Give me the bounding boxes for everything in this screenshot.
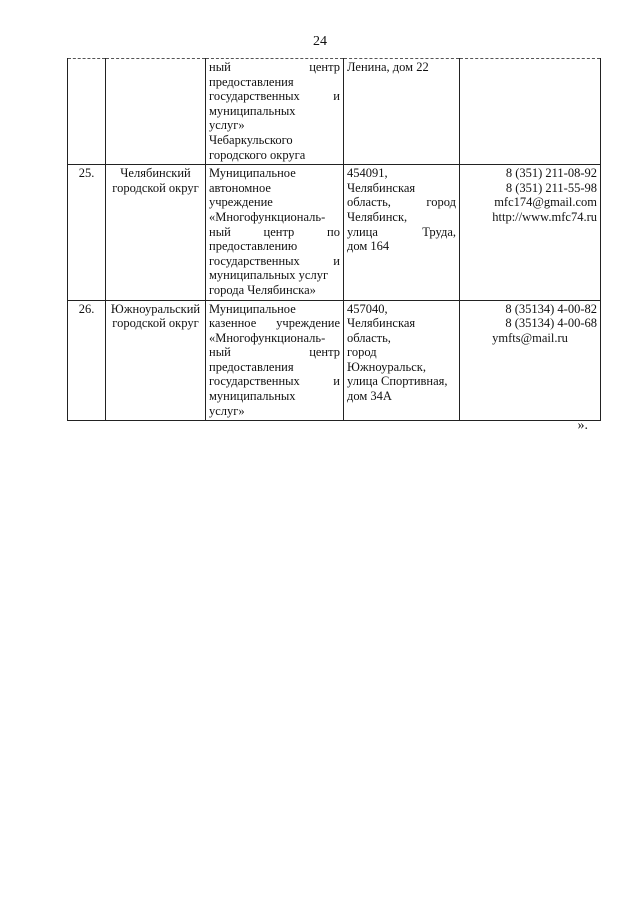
org-line: государственных и (209, 253, 340, 268)
email-address: mfc174@gmail.com (494, 195, 597, 210)
org-line: муниципальных (209, 103, 296, 118)
contacts-cell (460, 59, 601, 165)
organization-cell (206, 300, 344, 421)
municipality-line: Южноуральский (110, 301, 201, 316)
org-line: городского округа (209, 147, 306, 162)
org-line: Чебаркульского (209, 132, 293, 147)
address-cell (344, 165, 460, 300)
address-line: 454091, (347, 166, 388, 181)
municipality-cell (106, 59, 206, 165)
org-line: города Челябинска» (209, 282, 316, 297)
mfc-registry-table (67, 58, 601, 421)
website-link[interactable]: http://www.mfc74.ru (492, 209, 597, 224)
org-line: услуг» (209, 118, 245, 133)
org-line: услуг» (209, 403, 245, 418)
table-row (68, 300, 601, 421)
org-line: учреждение (209, 195, 273, 210)
org-line: ный центр (209, 345, 340, 360)
row-number-cell: 25. (68, 165, 106, 300)
phone-number: 8 (35134) 4-00-68 (505, 316, 597, 331)
contacts-cell (460, 300, 601, 421)
municipality-cell (106, 300, 206, 421)
municipality-line: городской округ (112, 180, 199, 195)
table-row (68, 165, 601, 300)
organization-cell (206, 165, 344, 300)
org-line: «Многофункциональ- (209, 330, 326, 345)
contacts-cell (460, 165, 601, 300)
address-line: улица Спортивная, (347, 374, 448, 389)
address-cell (344, 300, 460, 421)
address-line: город (347, 345, 377, 360)
org-line: «Многофункциональ- (209, 209, 326, 224)
municipality-line: городской округ (112, 316, 199, 331)
address-line: улица Труда, (347, 224, 456, 239)
address-line: дом 34А (347, 389, 392, 404)
row-number-cell: 26. (68, 300, 106, 421)
org-line: муниципальных (209, 389, 296, 404)
org-line: государственных и (209, 89, 340, 104)
phone-number: 8 (35134) 4-00-82 (505, 301, 597, 316)
address-line: дом 164 (347, 239, 390, 254)
organization-cell (206, 59, 344, 165)
org-line: предоставления (209, 74, 294, 89)
address-line: Челябинск, (347, 209, 408, 224)
org-line: ный центр по (209, 224, 340, 239)
municipality-line: Челябинский (120, 166, 191, 181)
address-line: Ленина, дом 22 (347, 60, 429, 74)
phone-number: 8 (351) 211-08-92 (505, 166, 597, 181)
org-line: предоставлению (209, 239, 298, 254)
org-line: Муниципальное (209, 166, 296, 181)
org-line: муниципальных услуг (209, 268, 329, 283)
org-line: ный центр (209, 60, 340, 74)
address-line: область, (347, 330, 391, 345)
org-line: автономное (209, 180, 271, 195)
address-line: область, город (347, 195, 456, 210)
address-line: Челябинская (347, 316, 416, 331)
address-cell (344, 59, 460, 165)
row-number-cell (68, 59, 106, 165)
table-row-continued (68, 59, 601, 165)
address-line: Южноуральск, (347, 359, 426, 374)
closing-quote-mark: ». (577, 418, 588, 433)
address-line: 457040, (347, 301, 388, 316)
phone-number: 8 (351) 211-55-98 (505, 180, 597, 195)
org-line: государственных и (209, 374, 340, 389)
page-number: 24 (313, 34, 327, 49)
org-line: Муниципальное (209, 301, 296, 316)
org-line: предоставления (209, 359, 294, 374)
email-address: ymfts@mail.ru (492, 330, 568, 345)
org-line: казенное учреждение (209, 316, 340, 331)
municipality-cell (106, 165, 206, 300)
address-line: Челябинская (347, 180, 416, 195)
